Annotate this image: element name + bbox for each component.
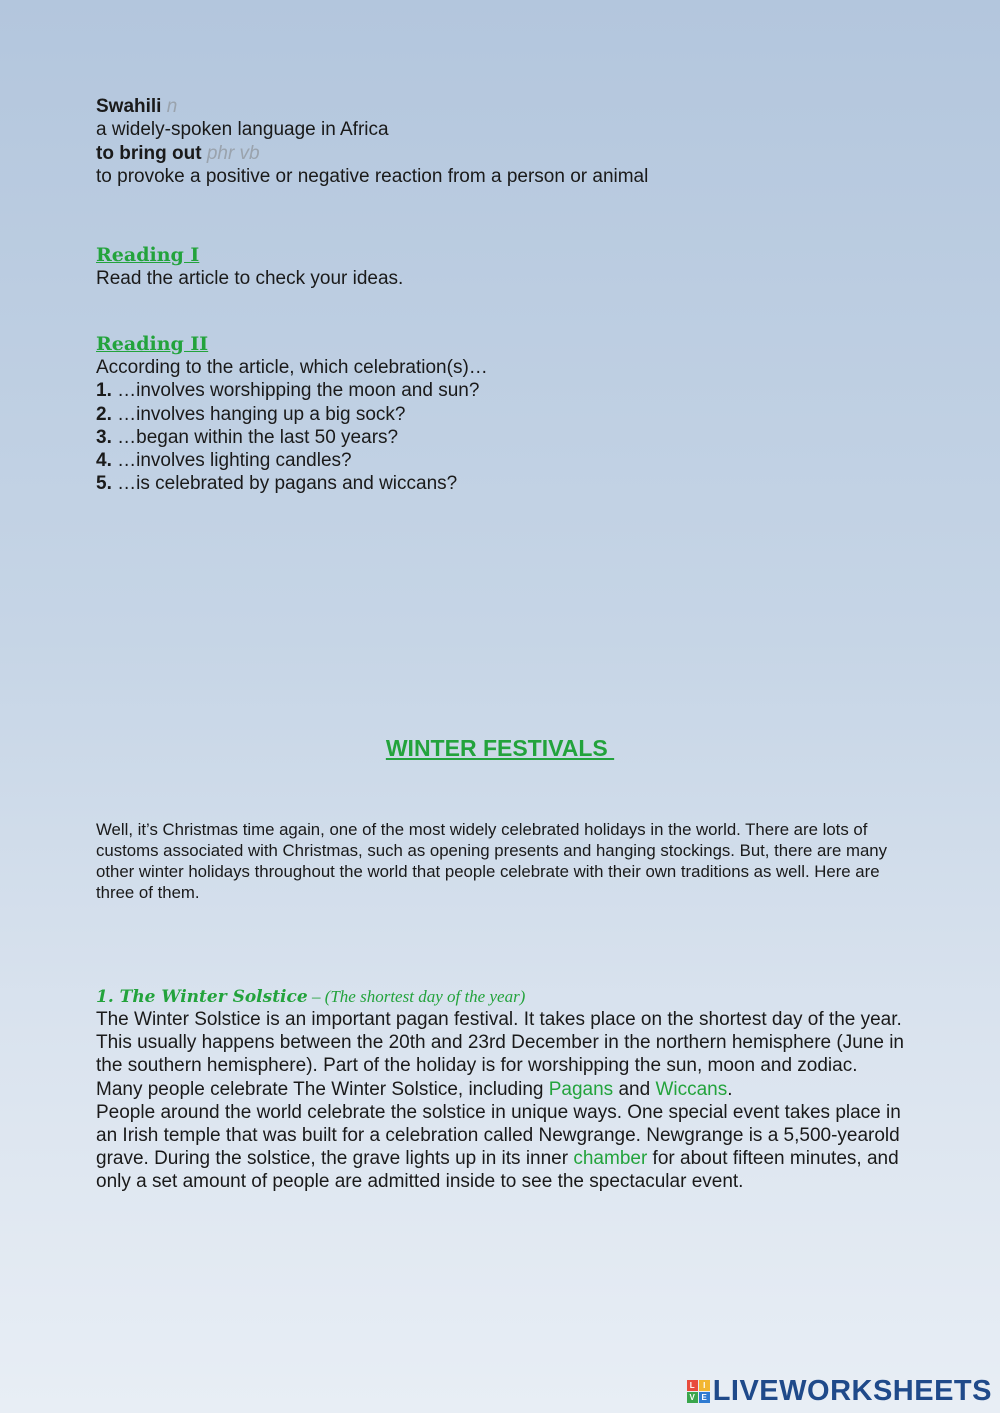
question-number: 5.: [96, 473, 112, 495]
question-number: 3.: [96, 426, 112, 448]
question-text: …involves hanging up a big sock?: [111, 403, 406, 425]
article-title: WINTER FESTIVALS: [385, 735, 615, 761]
glossary-pos: phr vb: [206, 142, 260, 164]
reading-1-heading: Reading I: [96, 244, 200, 266]
question-number: 1.: [96, 380, 112, 402]
glossary-entry-swahili: [96, 95, 648, 118]
glossary-link-pagans[interactable]: Pagans: [548, 1078, 614, 1100]
section-paragraph-2: [96, 1101, 908, 1194]
question-item: [96, 449, 488, 472]
paragraph-text: .: [727, 1078, 733, 1100]
reading-2-instruction: According to the article, which celebration(s)…: [96, 357, 488, 378]
section-heading: [96, 986, 908, 1008]
reading-2-heading: Reading II: [96, 333, 209, 355]
question-text: …is celebrated by pagans and wiccans?: [111, 473, 458, 495]
logo-letter: L: [687, 1380, 698, 1391]
paragraph-text: for about fifteen minutes, and only a set amount of people are admitted inside to see the spectacular event.: [96, 1148, 899, 1193]
question-item: [96, 403, 488, 426]
glossary-entry-bring-out: [96, 142, 648, 165]
logo-letter: V: [687, 1392, 698, 1403]
logo-mark-icon: [687, 1380, 710, 1403]
section-subtitle: – (The shortest day of the year): [307, 987, 526, 1006]
glossary: [96, 95, 648, 188]
glossary-definition: to provoke a positive or negative reaction from a person or animal: [96, 165, 649, 187]
section-title: 1. The Winter Solstice: [96, 987, 308, 1007]
paragraph-text: and: [613, 1078, 656, 1100]
paragraph-text: The Winter Solstice is an important pagan festival. It takes place on the shortest day of the year. This usually happens between the 20th and 23rd December in the northern hemisphere (June in the southern hemisphere). Part of the holiday is for worshipping the sun, moon and zodiac. Many people celebrate The Winter Solstice, including: [96, 1009, 905, 1100]
logo-text: LIVEWORKSHEETS: [712, 1375, 992, 1407]
question-text: …involves lighting candles?: [111, 450, 352, 472]
article-intro: Well, it’s Christmas time again, one of the most widely celebrated holidays in the world. There are lots of customs associated with Christmas, such as opening presents and hanging stockings. But, there are many other winter holidays throughout the world that people celebrate with their own traditions as well. Here are three of them.: [96, 820, 887, 902]
logo-letter: I: [699, 1380, 710, 1391]
question-text: …involves worshipping the moon and sun?: [111, 380, 480, 402]
section-paragraph-1: [96, 1008, 908, 1101]
glossary-link-chamber[interactable]: chamber: [573, 1148, 648, 1170]
paragraph-text: People around the world celebrate the solstice in unique ways. One special event takes place in an Irish temple that was built for a celebration called Newgrange. Newgrange is a 5,500-yearold grave. During the solstice, the grave lights up in its inner: [96, 1101, 901, 1170]
question-item: [96, 472, 488, 495]
liveworksheets-logo[interactable]: [687, 1375, 992, 1408]
section-winter-solstice: [96, 986, 908, 1194]
glossary-term: to bring out: [96, 142, 202, 164]
question-item: [96, 426, 488, 449]
glossary-definition: a widely-spoken language in Africa: [96, 119, 389, 141]
question-text: …began within the last 50 years?: [111, 426, 399, 448]
question-number: 4.: [96, 450, 112, 472]
question-item: [96, 379, 488, 402]
question-number: 2.: [96, 403, 112, 425]
reading-1-section: [96, 243, 403, 290]
reading-1-instruction: Read the article to check your ideas.: [96, 268, 404, 289]
logo-letter: E: [699, 1392, 710, 1403]
glossary-term: Swahili: [96, 96, 162, 117]
glossary-pos: n: [166, 96, 178, 117]
reading-2-section: [96, 332, 488, 496]
glossary-link-wiccans[interactable]: Wiccans: [655, 1078, 728, 1100]
